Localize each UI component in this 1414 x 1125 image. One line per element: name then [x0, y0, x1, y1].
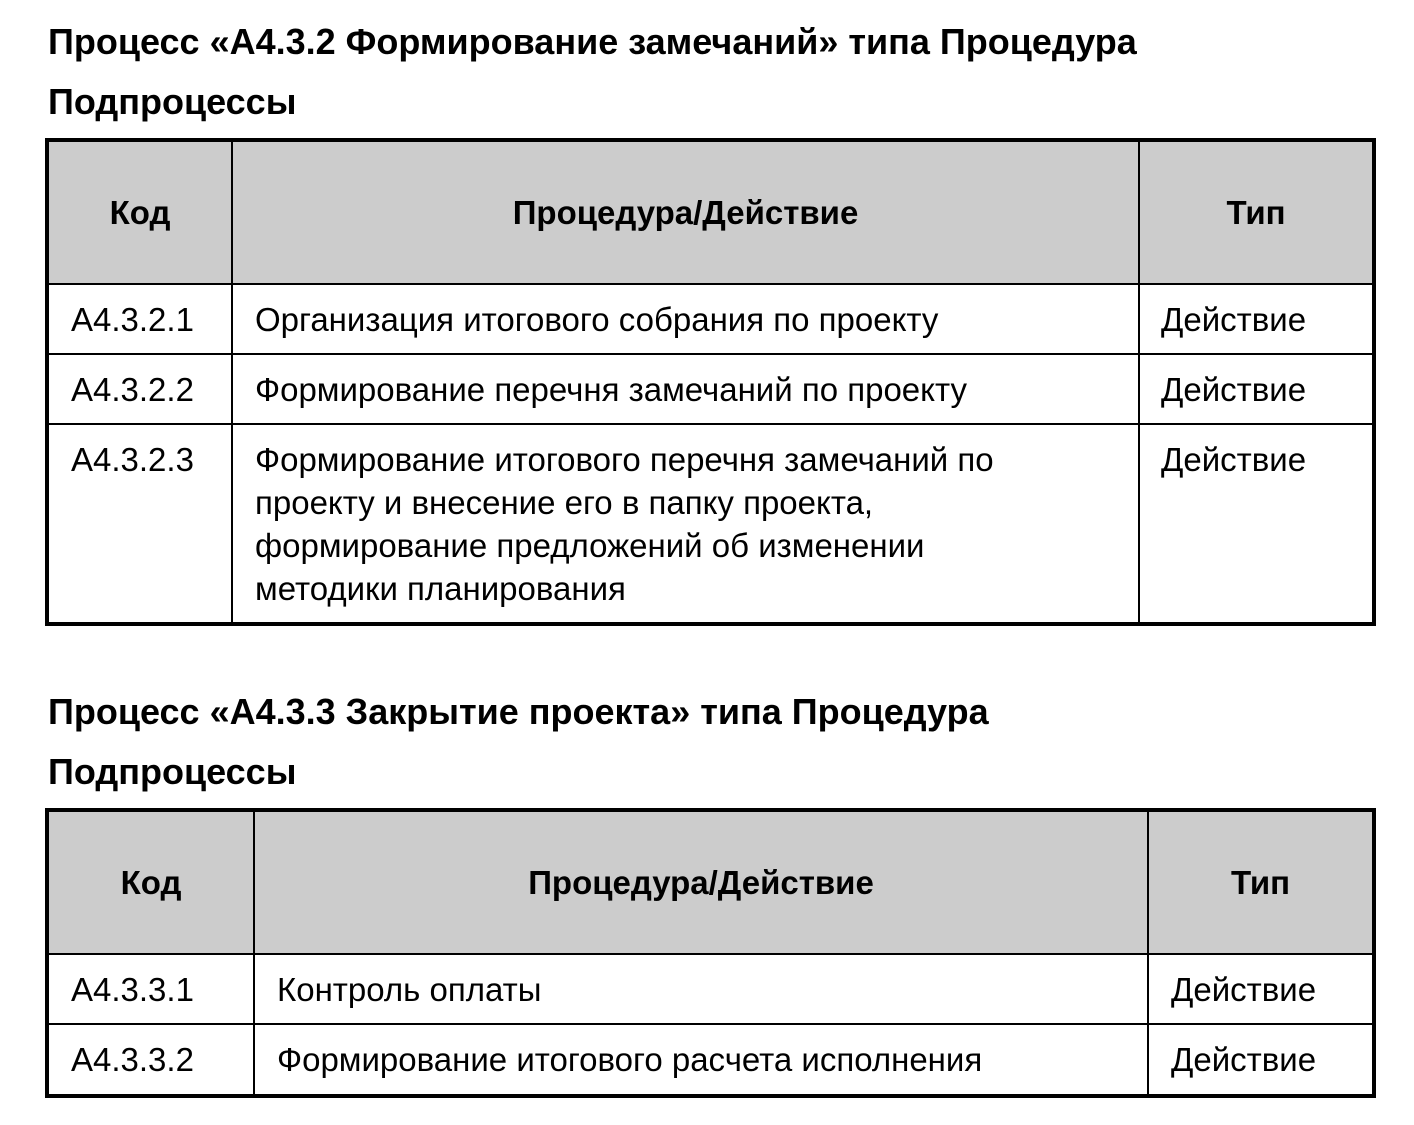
table-header-row [47, 140, 1374, 284]
row-type: Действие [1148, 1024, 1374, 1096]
section-2-table [45, 808, 1376, 1098]
row-name-line: формирование предложений об изменении [255, 527, 925, 564]
section-1-table [45, 138, 1376, 626]
table-row [47, 284, 1374, 354]
row-name-line: методики планирования [255, 570, 626, 607]
row-code: А4.3.2.1 [47, 284, 232, 354]
section-1-subtitle: Подпроцессы [48, 81, 297, 122]
row-name: Формирование итогового расчета исполнения [254, 1024, 1148, 1096]
row-code: А4.3.2.2 [47, 354, 232, 424]
row-name: Формирование перечня замечаний по проекту [232, 354, 1139, 424]
table-row [47, 354, 1374, 424]
row-type: Действие [1139, 284, 1374, 354]
row-type: Действие [1148, 954, 1374, 1024]
header-name: Процедура/Действие [254, 810, 1148, 954]
header-code: Код [47, 140, 232, 284]
table-header-row [47, 810, 1374, 954]
table-row [47, 954, 1374, 1024]
header-type: Тип [1148, 810, 1374, 954]
row-type: Действие [1139, 424, 1374, 624]
row-type: Действие [1139, 354, 1374, 424]
section-2-subtitle: Подпроцессы [48, 751, 297, 792]
row-code: А4.3.3.2 [47, 1024, 254, 1096]
row-name-line: Формирование итогового перечня замечаний по [255, 441, 994, 478]
row-name [232, 424, 1139, 624]
section-1-title: Процесс «А4.3.2 Формирование замечаний» типа Процедура [48, 21, 1137, 62]
header-type: Тип [1139, 140, 1374, 284]
table-row [47, 424, 1374, 624]
header-name: Процедура/Действие [232, 140, 1139, 284]
header-code: Код [47, 810, 254, 954]
row-name: Контроль оплаты [254, 954, 1148, 1024]
section-2-title: Процесс «А4.3.3 Закрытие проекта» типа Процедура [48, 691, 989, 732]
row-name: Организация итогового собрания по проекту [232, 284, 1139, 354]
row-name-line: проекту и внесение его в папку проекта, [255, 484, 874, 521]
table-row [47, 1024, 1374, 1096]
row-code: А4.3.3.1 [47, 954, 254, 1024]
row-code: А4.3.2.3 [47, 424, 232, 624]
